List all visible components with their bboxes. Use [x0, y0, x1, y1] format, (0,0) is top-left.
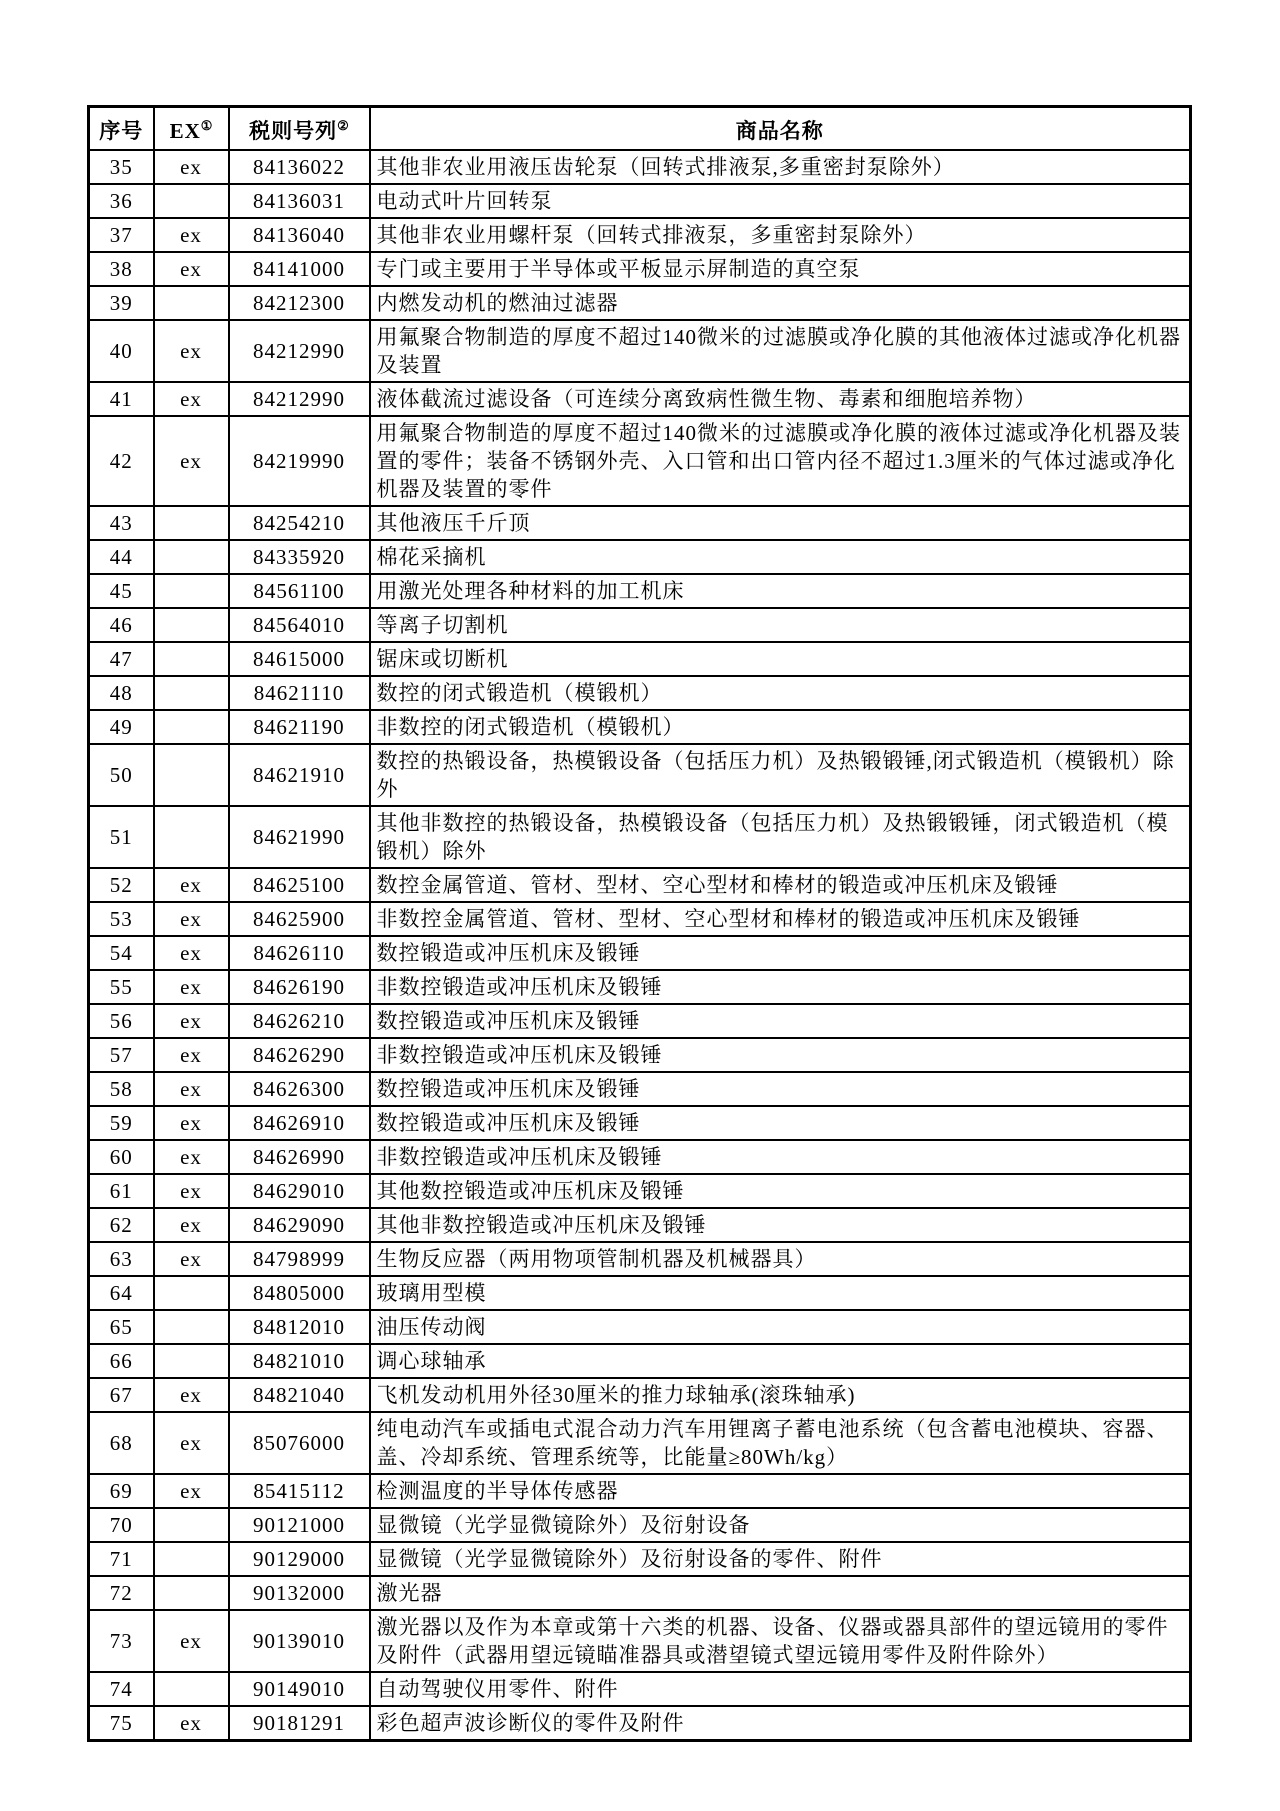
row-seq-cell: 75 [89, 1706, 154, 1741]
row-code-cell: 90129000 [229, 1542, 370, 1576]
row-seq-cell: 36 [89, 184, 154, 218]
row-name-cell: 其他非农业用螺杆泵（回转式排液泵，多重密封泵除外） [370, 218, 1191, 252]
table-row [89, 1706, 1191, 1741]
row-name-cell: 液体截流过滤设备（可连续分离致病性微生物、毒素和细胞培养物） [370, 382, 1191, 416]
row-seq-cell: 52 [89, 868, 154, 902]
row-code-cell: 84626300 [229, 1072, 370, 1106]
row-seq-cell: 41 [89, 382, 154, 416]
row-seq-cell: 54 [89, 936, 154, 970]
row-ex-cell: ex [154, 1004, 229, 1038]
row-code-cell: 84621190 [229, 710, 370, 744]
table-row [89, 1412, 1191, 1474]
table-row [89, 676, 1191, 710]
row-seq-cell: 58 [89, 1072, 154, 1106]
row-name-cell: 显微镜（光学显微镜除外）及衍射设备的零件、附件 [370, 1542, 1191, 1576]
col-header-seq-label: 序号 [99, 119, 144, 143]
row-seq-cell: 43 [89, 506, 154, 540]
row-name-cell: 棉花采摘机 [370, 540, 1191, 574]
row-seq-cell: 56 [89, 1004, 154, 1038]
row-ex-cell: ex [154, 936, 229, 970]
row-name-cell: 数控锻造或冲压机床及锻锤 [370, 1004, 1191, 1038]
row-name-cell: 非数控锻造或冲压机床及锻锤 [370, 1038, 1191, 1072]
row-name-cell: 生物反应器（两用物项管制机器及机械器具） [370, 1242, 1191, 1276]
row-seq-cell: 39 [89, 286, 154, 320]
row-seq-cell: 42 [89, 416, 154, 506]
row-seq-cell: 51 [89, 806, 154, 868]
table-row [89, 1072, 1191, 1106]
row-ex-cell: ex [154, 868, 229, 902]
table-row [89, 150, 1191, 184]
row-name-cell: 专门或主要用于半导体或平板显示屏制造的真空泵 [370, 252, 1191, 286]
table-row [89, 1344, 1191, 1378]
row-ex-cell: ex [154, 1610, 229, 1672]
table-row [89, 1106, 1191, 1140]
row-seq-cell: 73 [89, 1610, 154, 1672]
row-ex-cell: ex [154, 320, 229, 382]
table-row [89, 1576, 1191, 1610]
row-seq-cell: 64 [89, 1276, 154, 1310]
row-name-cell: 电动式叶片回转泵 [370, 184, 1191, 218]
row-code-cell: 84805000 [229, 1276, 370, 1310]
row-code-cell: 84625100 [229, 868, 370, 902]
row-ex-cell: ex [154, 1242, 229, 1276]
row-code-cell: 84561100 [229, 574, 370, 608]
row-name-cell: 等离子切割机 [370, 608, 1191, 642]
table-row [89, 1672, 1191, 1706]
row-code-cell: 90121000 [229, 1508, 370, 1542]
row-ex-cell [154, 710, 229, 744]
row-ex-cell: ex [154, 1140, 229, 1174]
table-row [89, 1378, 1191, 1412]
row-name-cell: 飞机发动机用外径30厘米的推力球轴承(滚珠轴承) [370, 1378, 1191, 1412]
row-ex-cell [154, 676, 229, 710]
table-row [89, 902, 1191, 936]
row-ex-cell [154, 1542, 229, 1576]
row-ex-cell [154, 1276, 229, 1310]
row-ex-cell [154, 184, 229, 218]
row-name-cell: 其他液压千斤顶 [370, 506, 1191, 540]
row-code-cell: 84626910 [229, 1106, 370, 1140]
table-row [89, 1140, 1191, 1174]
table-row [89, 1508, 1191, 1542]
row-ex-cell [154, 1310, 229, 1344]
col-header-code [229, 107, 370, 151]
table-header [89, 107, 1191, 151]
row-name-cell: 其他非农业用液压齿轮泵（回转式排液泵,多重密封泵除外） [370, 150, 1191, 184]
row-code-cell: 84629010 [229, 1174, 370, 1208]
row-seq-cell: 49 [89, 710, 154, 744]
row-seq-cell: 71 [89, 1542, 154, 1576]
row-seq-cell: 63 [89, 1242, 154, 1276]
table-row [89, 1276, 1191, 1310]
row-ex-cell: ex [154, 382, 229, 416]
row-seq-cell: 55 [89, 970, 154, 1004]
row-code-cell: 84625900 [229, 902, 370, 936]
row-seq-cell: 61 [89, 1174, 154, 1208]
table-row [89, 970, 1191, 1004]
table-row [89, 320, 1191, 382]
row-code-cell: 90149010 [229, 1672, 370, 1706]
row-ex-cell: ex [154, 1174, 229, 1208]
row-ex-cell [154, 744, 229, 806]
row-seq-cell: 40 [89, 320, 154, 382]
table-row [89, 286, 1191, 320]
row-seq-cell: 69 [89, 1474, 154, 1508]
row-name-cell: 数控锻造或冲压机床及锻锤 [370, 936, 1191, 970]
row-name-cell: 纯电动汽车或插电式混合动力汽车用锂离子蓄电池系统（包含蓄电池模块、容器、盖、冷却系统、管理系统等，比能量≥80Wh/kg） [370, 1412, 1191, 1474]
row-ex-cell: ex [154, 1412, 229, 1474]
col-header-code-label: 税则号列 [249, 119, 338, 143]
row-ex-cell: ex [154, 970, 229, 1004]
col-header-ex-label: EX [169, 119, 201, 143]
row-code-cell: 90132000 [229, 1576, 370, 1610]
row-code-cell: 84621990 [229, 806, 370, 868]
table-body [89, 150, 1191, 1741]
row-ex-cell: ex [154, 252, 229, 286]
row-name-cell: 数控的闭式锻造机（模锻机） [370, 676, 1191, 710]
col-header-code-sup: ② [337, 118, 349, 133]
table-row [89, 1610, 1191, 1672]
row-name-cell: 数控的热锻设备，热模锻设备（包括压力机）及热锻锻锤,闭式锻造机（模锻机）除外 [370, 744, 1191, 806]
table-row [89, 574, 1191, 608]
row-name-cell: 锯床或切断机 [370, 642, 1191, 676]
table-row [89, 184, 1191, 218]
table-row [89, 936, 1191, 970]
row-code-cell: 84564010 [229, 608, 370, 642]
row-name-cell: 调心球轴承 [370, 1344, 1191, 1378]
row-name-cell: 油压传动阀 [370, 1310, 1191, 1344]
table-row [89, 868, 1191, 902]
table-row [89, 608, 1191, 642]
table-row [89, 1542, 1191, 1576]
table-row [89, 1174, 1191, 1208]
row-code-cell: 84626110 [229, 936, 370, 970]
row-name-cell: 检测温度的半导体传感器 [370, 1474, 1191, 1508]
row-seq-cell: 59 [89, 1106, 154, 1140]
row-ex-cell: ex [154, 1378, 229, 1412]
row-code-cell: 90181291 [229, 1706, 370, 1741]
row-ex-cell [154, 806, 229, 868]
col-header-name [370, 107, 1191, 151]
row-seq-cell: 57 [89, 1038, 154, 1072]
row-seq-cell: 47 [89, 642, 154, 676]
row-code-cell: 84212990 [229, 382, 370, 416]
row-seq-cell: 37 [89, 218, 154, 252]
row-name-cell: 自动驾驶仪用零件、附件 [370, 1672, 1191, 1706]
table-row [89, 1474, 1191, 1508]
row-seq-cell: 72 [89, 1576, 154, 1610]
row-name-cell: 激光器 [370, 1576, 1191, 1610]
row-code-cell: 84212300 [229, 286, 370, 320]
row-code-cell: 84626210 [229, 1004, 370, 1038]
row-ex-cell: ex [154, 1038, 229, 1072]
row-code-cell: 84136022 [229, 150, 370, 184]
row-ex-cell: ex [154, 1706, 229, 1741]
row-ex-cell [154, 574, 229, 608]
table-row [89, 1208, 1191, 1242]
table-row [89, 252, 1191, 286]
row-ex-cell: ex [154, 416, 229, 506]
table-row [89, 806, 1191, 868]
row-name-cell: 非数控的闭式锻造机（模锻机） [370, 710, 1191, 744]
table-row [89, 416, 1191, 506]
row-code-cell: 84621110 [229, 676, 370, 710]
row-seq-cell: 65 [89, 1310, 154, 1344]
row-name-cell: 显微镜（光学显微镜除外）及衍射设备 [370, 1508, 1191, 1542]
row-code-cell: 84136031 [229, 184, 370, 218]
row-code-cell: 84615000 [229, 642, 370, 676]
row-code-cell: 84335920 [229, 540, 370, 574]
row-ex-cell: ex [154, 1072, 229, 1106]
row-seq-cell: 35 [89, 150, 154, 184]
row-ex-cell: ex [154, 1106, 229, 1140]
row-name-cell: 非数控锻造或冲压机床及锻锤 [370, 970, 1191, 1004]
row-name-cell: 非数控锻造或冲压机床及锻锤 [370, 1140, 1191, 1174]
row-code-cell: 84798999 [229, 1242, 370, 1276]
row-name-cell: 其他非数控锻造或冲压机床及锻锤 [370, 1208, 1191, 1242]
row-seq-cell: 60 [89, 1140, 154, 1174]
row-name-cell: 用氟聚合物制造的厚度不超过140微米的过滤膜或净化膜的其他液体过滤或净化机器及装置 [370, 320, 1191, 382]
row-ex-cell [154, 1508, 229, 1542]
table-row [89, 1004, 1191, 1038]
row-code-cell: 84626990 [229, 1140, 370, 1174]
row-seq-cell: 66 [89, 1344, 154, 1378]
row-name-cell: 其他非数控的热锻设备，热模锻设备（包括压力机）及热锻锻锤，闭式锻造机（模锻机）除外 [370, 806, 1191, 868]
col-header-ex-sup: ① [200, 118, 213, 133]
row-name-cell: 玻璃用型模 [370, 1276, 1191, 1310]
row-ex-cell [154, 608, 229, 642]
row-seq-cell: 48 [89, 676, 154, 710]
row-ex-cell: ex [154, 1208, 229, 1242]
table-row [89, 218, 1191, 252]
row-name-cell: 彩色超声波诊断仪的零件及附件 [370, 1706, 1191, 1741]
col-header-seq [89, 107, 154, 151]
row-code-cell: 84626190 [229, 970, 370, 1004]
row-code-cell: 84141000 [229, 252, 370, 286]
table-row [89, 540, 1191, 574]
row-ex-cell [154, 1576, 229, 1610]
row-code-cell: 84621910 [229, 744, 370, 806]
row-seq-cell: 70 [89, 1508, 154, 1542]
table-row [89, 1038, 1191, 1072]
row-seq-cell: 74 [89, 1672, 154, 1706]
row-ex-cell: ex [154, 218, 229, 252]
row-code-cell: 84212990 [229, 320, 370, 382]
row-name-cell: 数控锻造或冲压机床及锻锤 [370, 1072, 1191, 1106]
row-ex-cell [154, 642, 229, 676]
row-name-cell: 内燃发动机的燃油过滤器 [370, 286, 1191, 320]
row-code-cell: 85076000 [229, 1412, 370, 1474]
row-code-cell: 84136040 [229, 218, 370, 252]
row-seq-cell: 46 [89, 608, 154, 642]
row-ex-cell [154, 1672, 229, 1706]
table-row [89, 382, 1191, 416]
row-ex-cell: ex [154, 150, 229, 184]
row-code-cell: 84629090 [229, 1208, 370, 1242]
row-name-cell: 数控锻造或冲压机床及锻锤 [370, 1106, 1191, 1140]
row-seq-cell: 53 [89, 902, 154, 936]
row-code-cell: 84821010 [229, 1344, 370, 1378]
col-header-ex [154, 107, 229, 151]
row-seq-cell: 62 [89, 1208, 154, 1242]
table-row [89, 1242, 1191, 1276]
row-seq-cell: 67 [89, 1378, 154, 1412]
tariff-table [87, 105, 1192, 1742]
header-row [89, 107, 1191, 151]
row-ex-cell [154, 286, 229, 320]
table-row [89, 710, 1191, 744]
row-ex-cell [154, 540, 229, 574]
col-header-name-label: 商品名称 [735, 119, 824, 143]
row-name-cell: 其他数控锻造或冲压机床及锻锤 [370, 1174, 1191, 1208]
row-name-cell: 用氟聚合物制造的厚度不超过140微米的过滤膜或净化膜的液体过滤或净化机器及装置的零件；装备不锈钢外壳、入口管和出口管内径不超过1.3厘米的气体过滤或净化机器及装置的零件 [370, 416, 1191, 506]
row-name-cell: 数控金属管道、管材、型材、空心型材和棒材的锻造或冲压机床及锻锤 [370, 868, 1191, 902]
row-code-cell: 85415112 [229, 1474, 370, 1508]
row-name-cell: 非数控金属管道、管材、型材、空心型材和棒材的锻造或冲压机床及锻锤 [370, 902, 1191, 936]
table-row [89, 642, 1191, 676]
row-code-cell: 84219990 [229, 416, 370, 506]
row-seq-cell: 50 [89, 744, 154, 806]
table-row [89, 744, 1191, 806]
table-row [89, 506, 1191, 540]
row-code-cell: 84821040 [229, 1378, 370, 1412]
row-seq-cell: 68 [89, 1412, 154, 1474]
row-ex-cell: ex [154, 902, 229, 936]
table-row [89, 1310, 1191, 1344]
row-code-cell: 84254210 [229, 506, 370, 540]
row-code-cell: 84626290 [229, 1038, 370, 1072]
row-seq-cell: 44 [89, 540, 154, 574]
row-name-cell: 激光器以及作为本章或第十六类的机器、设备、仪器或器具部件的望远镜用的零件及附件（武器用望远镜瞄准器具或潜望镜式望远镜用零件及附件除外） [370, 1610, 1191, 1672]
row-seq-cell: 38 [89, 252, 154, 286]
row-code-cell: 90139010 [229, 1610, 370, 1672]
row-name-cell: 用激光处理各种材料的加工机床 [370, 574, 1191, 608]
row-ex-cell: ex [154, 1474, 229, 1508]
row-seq-cell: 45 [89, 574, 154, 608]
row-code-cell: 84812010 [229, 1310, 370, 1344]
row-ex-cell [154, 1344, 229, 1378]
row-ex-cell [154, 506, 229, 540]
